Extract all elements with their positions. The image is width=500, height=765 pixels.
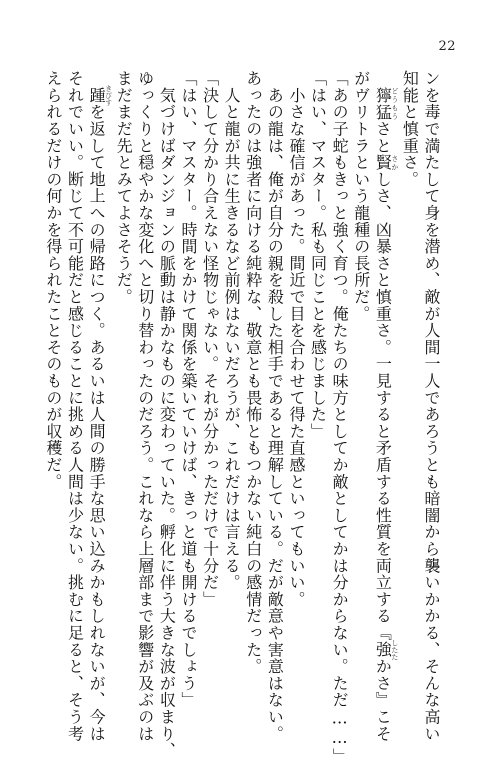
text-line-13: 気づけばダンジョンの脈動は静かなものに変わっていた。孵化に伴う大きな波が収まり、 (157, 70, 177, 759)
text-line-10: 人と龍が共に生きるなど前例はないだろうが、これだけは言える。 (222, 70, 242, 591)
text-line-17: それでいい。断じて不可能だと感じることに挑める人間は少ない。挑むに足ると、そう考 (65, 70, 85, 742)
text-line-6: 「はい、マスター。私も同じことを感じました」 (308, 70, 328, 440)
text-line-8: あの龍は、俺が自分の親を殺した相手であると理解している。だが敵意や害意はない。 (265, 70, 285, 742)
text-line-15: まだまだ先とみてよさそうだ。 (114, 70, 134, 306)
text-line-3: 獰猛どうもうさと賢さかしさ、凶暴さと慎重さ。一見すると矛盾する性質を両立する『強したたかさ』こそ (373, 86, 399, 743)
text-line-4: がヴリトラという龍種の長所だ。 (351, 70, 371, 322)
ruby-kibisu: 踵きびす (87, 84, 113, 106)
vertical-text-body (42, 70, 442, 765)
text-line-5: 「あの子蛇もきっと強く育つ。俺たちの味方としてか敵としてかは分からない。ただ……」 (330, 70, 350, 765)
ruby-doumou: 獰猛どうもう (373, 86, 399, 121)
text-line-12: 「はい、マスター。時間をかけて関係を築いていけば、きっと道も開けるでしょう」 (178, 70, 198, 709)
text-line-11: 「決して分かり合えない怪物じゃない。それが分かっただけで十分だ」 (200, 70, 220, 608)
ruby-shitataka: 強したた (373, 639, 399, 661)
text-line-9: あったのは強者に向ける純粋な、敬意とも畏怖ともつかない純白の感情だった。 (243, 70, 263, 675)
page-number: 22 (438, 39, 456, 54)
text-line-1: ンを毒で満たして身を潜め、敵が人間一人であろうとも暗闇から襲いかかる、そんな高い (422, 70, 441, 742)
text-line-7: 小さな確信があった。間近で目を合わせて得た直感といってもいい。 (286, 70, 306, 608)
text-line-18: えられるだけの何かを得られたことそのものが収穫だ。 (43, 70, 63, 490)
text-line-2: 知能と慎重さ。 (400, 70, 420, 188)
text-line-16: 踵きびすを返して地上への帰路につく。あるいは人間の勝手な思い込みかもしれないが、今は (87, 84, 113, 743)
ruby-sakashisa: 賢さか (373, 154, 399, 171)
text-line-14: ゆっくりと穏やかな変化へと切り替わったのだろう。これなら上層部まで影響が及ぶのは (135, 70, 155, 742)
